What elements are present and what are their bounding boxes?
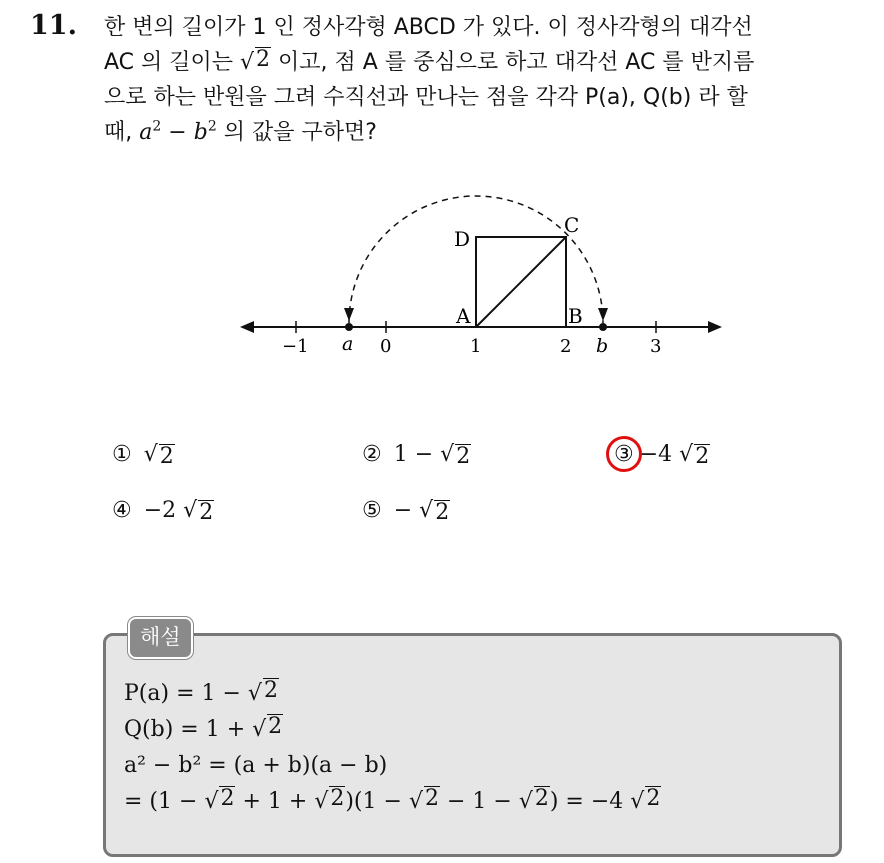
solution-line-4-part-c: )(1 − (345, 789, 409, 814)
choice-3-sqrt (679, 442, 710, 468)
tick-label-0: 0 (380, 336, 392, 357)
solution-line-1-text: P(a) = 1 − (124, 681, 248, 706)
choice-3-radicand: 2 (695, 444, 710, 469)
solution-tag: 해설 (128, 617, 193, 659)
radical-sign-icon: √ (143, 442, 158, 467)
solution-line-4-sqrt-4 (519, 784, 550, 820)
solution-line-4 (124, 784, 661, 820)
choice-4-prefix: −2 (143, 498, 184, 523)
choice-3-prefix: −4 (639, 442, 680, 467)
solution-line-4-radicand-4: 2 (534, 786, 549, 811)
choice-1-number: ① (112, 442, 132, 467)
question-line-4-start: 때, (104, 120, 140, 145)
question-line-2-start: AC 의 길이는 (104, 50, 241, 75)
solution-line-1-radicand: 2 (263, 678, 278, 703)
solution-line-4-sqrt-5 (630, 784, 661, 820)
radical-sign-icon: √ (204, 789, 219, 814)
choice-2-radicand: 2 (456, 444, 471, 469)
solution-line-4-part-b: + 1 + (235, 789, 315, 814)
choice-4-number: ④ (112, 498, 132, 523)
label-c: C (564, 213, 580, 237)
choice-2-sqrt (440, 442, 471, 468)
answer-choices (112, 442, 812, 532)
solution-line-2-text: Q(b) = 1 + (124, 717, 253, 742)
radical-sign-icon: √ (679, 442, 694, 467)
question-line-2-end: 이고, 점 A 를 중심으로 하고 대각선 AC 를 반지름 (271, 50, 755, 75)
label-a: A (456, 304, 471, 328)
solution-line-2 (124, 712, 661, 748)
solution-line-4-sqrt-2 (314, 784, 345, 820)
arc-arrow-left-icon (344, 308, 354, 321)
arrow-right-icon (708, 321, 722, 333)
tick-label-b: b (596, 335, 609, 357)
var-a: a (139, 120, 153, 145)
tick-label-minus-1: −1 (282, 336, 309, 357)
solution-line-4-sqrt-1 (204, 784, 235, 820)
solution-line-4-part-e: ) = −4 (549, 789, 631, 814)
sqrt-expression (240, 45, 271, 80)
question-line-3: 으로 하는 반원을 그려 수직선과 만나는 점을 각각 P(a), Q(b) 라 할 (104, 85, 748, 110)
radical-sign-icon: √ (252, 717, 267, 742)
solution-line-4-radicand-3: 2 (424, 786, 439, 811)
choice-5-number: ⑤ (362, 498, 382, 523)
choice-1-sqrt (144, 442, 175, 468)
radical-sign-icon: √ (440, 442, 455, 467)
question-line-4-end: 의 값을 구하면? (216, 120, 377, 145)
solution-line-3: a² − b² = (a + b)(a − b) (124, 753, 388, 778)
tick-label-a: a (342, 333, 354, 355)
minus-sign: − (161, 120, 194, 145)
choice-5[interactable] (362, 498, 450, 524)
choice-2-number: ② (362, 442, 382, 467)
choice-3-number: ③ (614, 442, 634, 467)
solution-line-4-part-a: = (1 − (124, 789, 205, 814)
solution-line-4-radicand-1: 2 (220, 786, 235, 811)
question-line-2 (104, 45, 864, 80)
number-line-figure (230, 190, 730, 370)
solution-line-4-radicand-5: 2 (646, 786, 661, 811)
point-a (345, 323, 353, 331)
choice-2[interactable] (362, 442, 471, 468)
choice-5-sqrt (419, 498, 450, 524)
solution-line-1 (124, 676, 661, 712)
solution-line-4-sqrt-3 (409, 784, 440, 820)
exp-1: 2 (152, 118, 162, 135)
var-b: b (193, 120, 208, 145)
choice-2-prefix: 1 − (393, 442, 441, 467)
solution-line-4-radicand-2: 2 (330, 786, 345, 811)
choice-4[interactable] (112, 498, 214, 524)
choice-1-radicand: 2 (159, 444, 174, 469)
choice-5-prefix: − (393, 498, 420, 523)
choice-5-radicand: 2 (435, 500, 450, 525)
solution-line-2-sqrt (252, 712, 283, 748)
point-b (599, 323, 607, 331)
label-d: D (454, 227, 471, 251)
choice-3[interactable] (614, 442, 710, 468)
solution-lines (124, 676, 661, 820)
choice-4-radicand: 2 (199, 500, 214, 525)
exp-2: 2 (207, 118, 217, 135)
label-b: B (568, 304, 583, 328)
radical-sign-icon: √ (518, 789, 533, 814)
radical-sign-icon: √ (419, 498, 434, 523)
solution-line-1-sqrt (248, 676, 279, 712)
radical-sign-icon: √ (247, 681, 262, 706)
sqrt-radicand: 2 (256, 47, 271, 72)
tick-label-2: 2 (560, 336, 572, 357)
choice-4-sqrt (183, 498, 214, 524)
radical-sign-icon: √ (630, 789, 645, 814)
radical-sign-icon: √ (314, 789, 329, 814)
question-line-1: 한 변의 길이가 1 인 정사각형 ABCD 가 있다. 이 정사각형의 대각선 (104, 15, 753, 40)
diagonal-ac (476, 237, 566, 327)
radical-sign-icon: √ (240, 50, 255, 75)
solution-line-2-radicand: 2 (268, 714, 283, 739)
choice-1[interactable] (112, 442, 175, 468)
solution-line-4-part-d: − 1 − (439, 789, 519, 814)
question-number: 11. (30, 10, 77, 41)
radical-sign-icon: √ (183, 498, 198, 523)
tick-label-1: 1 (470, 336, 482, 357)
selected-answer-mark-icon (606, 436, 642, 472)
radical-sign-icon: √ (408, 789, 423, 814)
question-text (104, 10, 864, 150)
question-line-4 (104, 115, 864, 150)
arc-arrow-right-icon (598, 308, 608, 321)
tick-label-3: 3 (650, 336, 662, 357)
arrow-left-icon (240, 321, 254, 333)
choice-3-number-wrap (614, 442, 640, 467)
